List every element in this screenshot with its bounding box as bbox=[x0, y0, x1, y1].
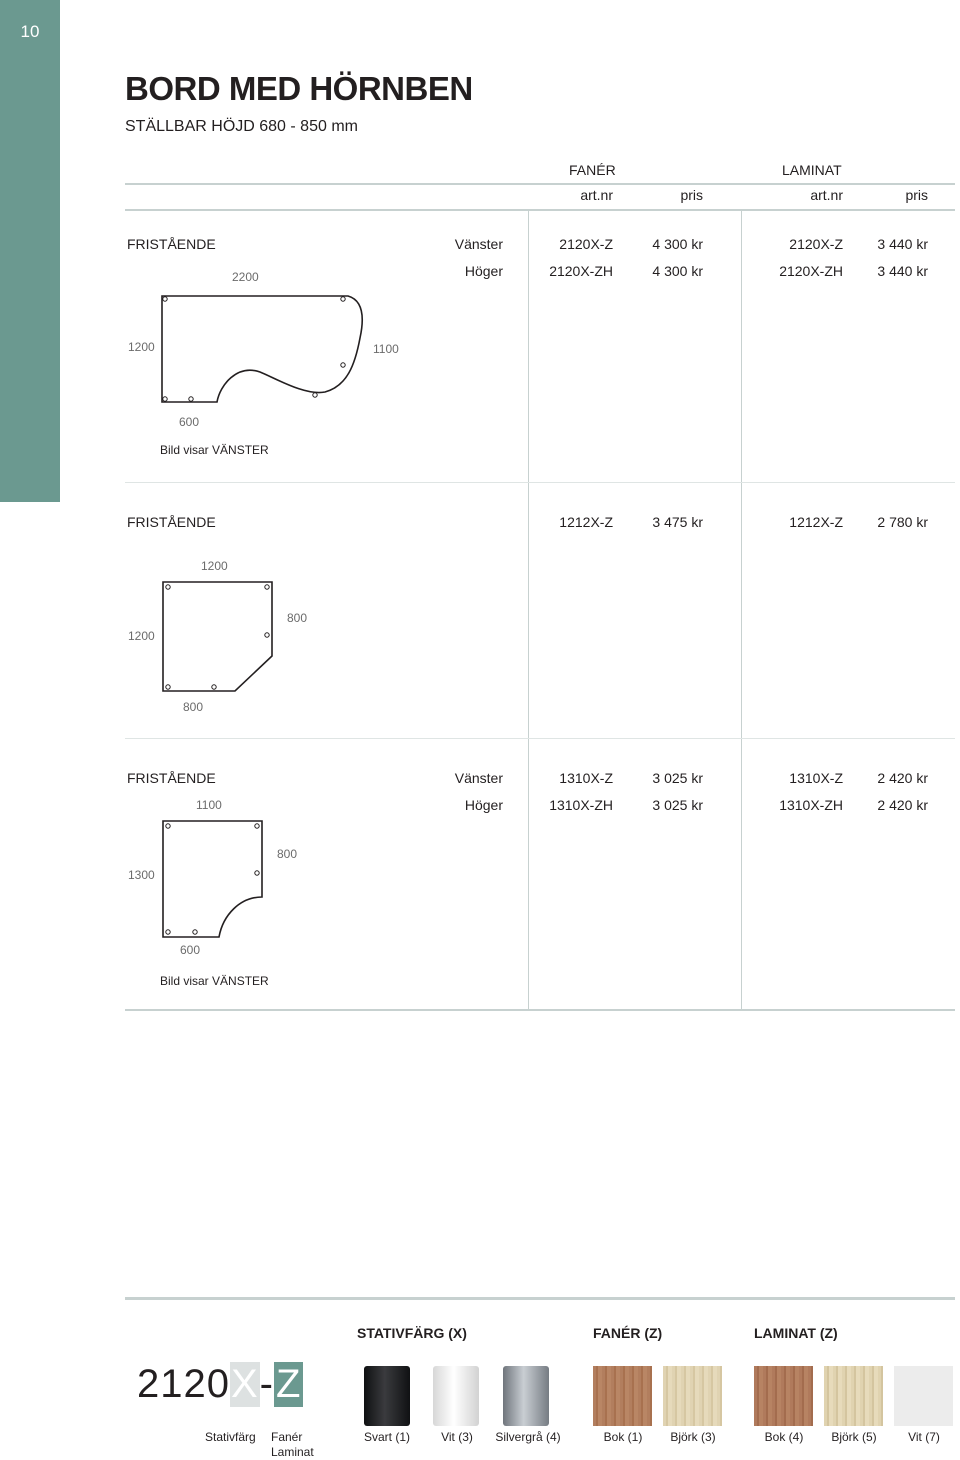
row-side: Vänster bbox=[454, 236, 503, 252]
row-laminat-pris: 3 440 kr bbox=[877, 236, 928, 252]
image-caption: Bild visar VÄNSTER bbox=[160, 443, 269, 457]
dimension-right: 800 bbox=[277, 847, 298, 861]
dimension-right: 800 bbox=[287, 611, 308, 625]
row-faner-pris: 4 300 kr bbox=[652, 263, 703, 279]
row-faner-art: 1310X-ZH bbox=[549, 797, 613, 813]
laminat-swatch-bok bbox=[754, 1366, 813, 1426]
stativ-swatch-black bbox=[364, 1366, 410, 1426]
image-caption: Bild visar VÄNSTER bbox=[160, 974, 269, 988]
stativ-label: Silvergrå (4) bbox=[495, 1430, 561, 1444]
sidebar-accent bbox=[0, 0, 60, 502]
header-laminat: LAMINAT bbox=[782, 162, 842, 178]
row-laminat-art: 1310X-ZH bbox=[779, 797, 843, 813]
faner-swatch-bok bbox=[593, 1366, 652, 1426]
laminat-label: Björk (5) bbox=[831, 1430, 877, 1444]
header-artnr-laminat: art.nr bbox=[810, 187, 843, 203]
laminat-swatch-bjork bbox=[824, 1366, 883, 1426]
code-dash: - bbox=[259, 1362, 274, 1406]
legend-stativ-title: STATIVFÄRG (X) bbox=[357, 1325, 467, 1341]
dimension-bottom: 600 bbox=[179, 415, 200, 429]
laminat-label: Bok (4) bbox=[764, 1430, 804, 1444]
section-label: FRISTÅENDE bbox=[127, 770, 216, 786]
header-rule-bottom bbox=[125, 209, 955, 211]
stativ-swatch-silver bbox=[503, 1366, 549, 1426]
desk-shape-drawing bbox=[155, 290, 370, 410]
stativ-label: Svart (1) bbox=[363, 1430, 410, 1444]
dimension-top: 1100 bbox=[196, 798, 222, 812]
legend-faner-title: FANÉR (Z) bbox=[593, 1325, 663, 1341]
dimension-top: 1200 bbox=[201, 559, 228, 573]
header-faner: FANÉR bbox=[569, 162, 616, 178]
row-faner-pris: 3 025 kr bbox=[652, 770, 703, 786]
code-prefix: 2120 bbox=[137, 1362, 230, 1406]
row-laminat-art: 2120X-Z bbox=[789, 236, 843, 252]
code-label-stativfarg: Stativfärg bbox=[205, 1430, 256, 1444]
row-laminat-art: 2120X-ZH bbox=[779, 263, 843, 279]
row-divider bbox=[125, 482, 955, 483]
code-label-faner: Fanér bbox=[271, 1430, 303, 1444]
row-divider bbox=[125, 738, 955, 739]
row-faner-pris: 4 300 kr bbox=[652, 236, 703, 252]
faner-label: Bok (1) bbox=[603, 1430, 643, 1444]
row-laminat-pris: 2 780 kr bbox=[877, 514, 928, 530]
section-label: FRISTÅENDE bbox=[127, 514, 216, 530]
row-faner-art: 2120X-Z bbox=[559, 236, 613, 252]
header-pris-faner: pris bbox=[680, 187, 703, 203]
article-code-example bbox=[137, 1362, 303, 1407]
page-number: 10 bbox=[20, 22, 40, 41]
row-laminat-pris: 2 420 kr bbox=[877, 770, 928, 786]
row-laminat-pris: 2 420 kr bbox=[877, 797, 928, 813]
desk-shape-drawing bbox=[155, 578, 280, 696]
code-z: Z bbox=[276, 1362, 302, 1406]
code-x: X bbox=[230, 1362, 259, 1406]
code-label-laminat: Laminat bbox=[271, 1445, 314, 1459]
desk-shape-drawing bbox=[155, 815, 270, 940]
laminat-swatch-vit bbox=[894, 1366, 953, 1426]
header-rule bbox=[125, 183, 955, 185]
legend-rule bbox=[125, 1297, 955, 1300]
faner-label: Björk (3) bbox=[670, 1430, 716, 1444]
dimension-top: 2200 bbox=[232, 270, 259, 284]
row-side: Vänster bbox=[454, 770, 503, 786]
column-separator bbox=[741, 211, 742, 1009]
section-label: FRISTÅENDE bbox=[127, 236, 216, 252]
table-bottom-rule bbox=[125, 1009, 955, 1011]
legend-laminat-title: LAMINAT (Z) bbox=[754, 1325, 838, 1341]
row-faner-art: 1310X-Z bbox=[559, 770, 613, 786]
header-artnr-faner: art.nr bbox=[580, 187, 613, 203]
row-side: Höger bbox=[464, 263, 503, 279]
row-faner-pris: 3 475 kr bbox=[652, 514, 703, 530]
row-laminat-art: 1310X-Z bbox=[789, 770, 843, 786]
dimension-left: 1300 bbox=[128, 868, 155, 882]
row-faner-pris: 3 025 kr bbox=[652, 797, 703, 813]
dimension-left: 1200 bbox=[128, 340, 155, 354]
header-pris-laminat: pris bbox=[905, 187, 928, 203]
laminat-label: Vit (7) bbox=[908, 1430, 940, 1444]
dimension-left: 1200 bbox=[128, 629, 155, 643]
stativ-swatch-white bbox=[433, 1366, 479, 1426]
stativ-label: Vit (3) bbox=[441, 1430, 473, 1444]
dimension-bottom: 600 bbox=[180, 943, 201, 957]
faner-swatch-bjork bbox=[663, 1366, 722, 1426]
row-side: Höger bbox=[464, 797, 503, 813]
dimension-right: 1100 bbox=[373, 342, 399, 356]
row-faner-art: 1212X-Z bbox=[559, 514, 613, 530]
row-faner-art: 2120X-ZH bbox=[549, 263, 613, 279]
page-title: BORD MED HÖRNBEN bbox=[125, 70, 473, 107]
row-laminat-pris: 3 440 kr bbox=[877, 263, 928, 279]
column-separator bbox=[528, 211, 529, 1009]
row-laminat-art: 1212X-Z bbox=[789, 514, 843, 530]
dimension-bottom: 800 bbox=[183, 700, 204, 714]
page-subtitle: STÄLLBAR HÖJD 680 - 850 mm bbox=[125, 118, 358, 135]
